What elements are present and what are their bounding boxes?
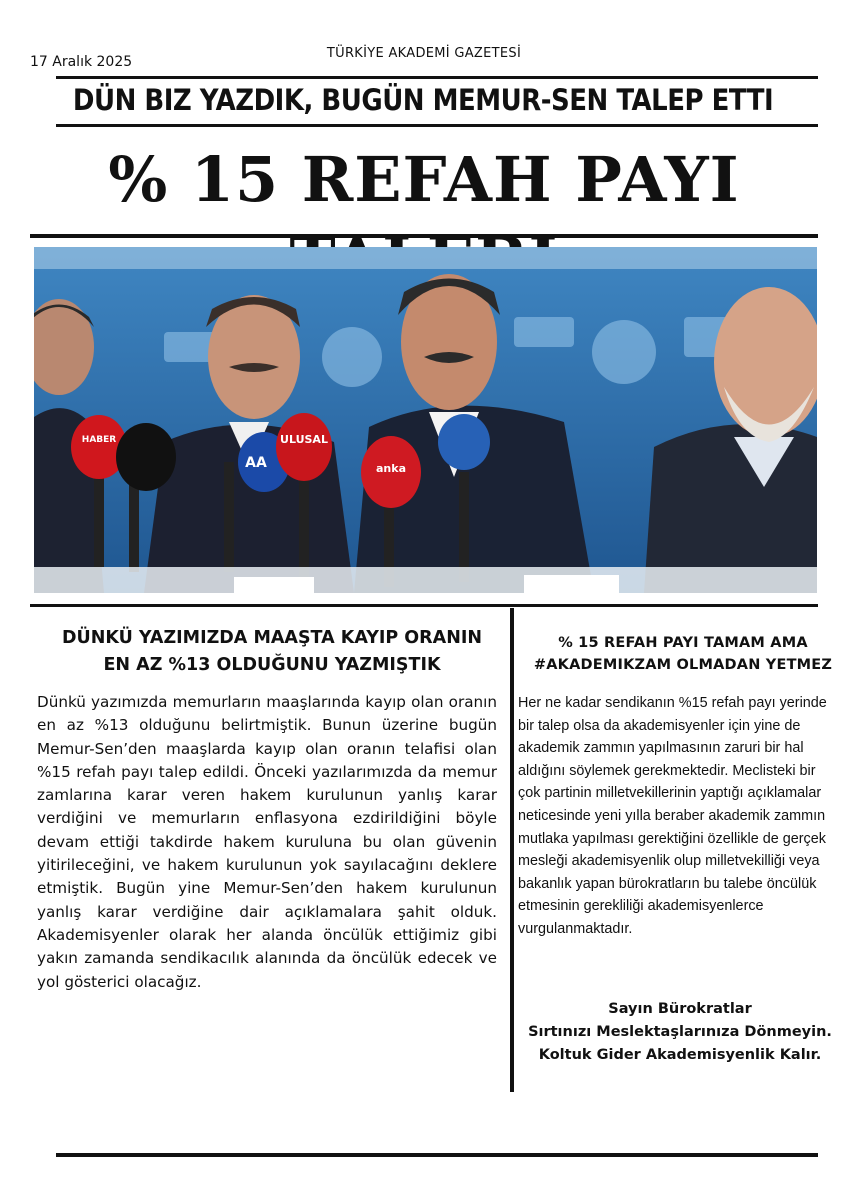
subheadline: DÜN BIZ YAZDIK, BUGÜN MEMUR-SEN TALEP ETTI [72,84,774,118]
newspaper-name: TÜRKİYE AKADEMİ GAZETESİ [326,46,522,61]
closing-line: Sırtınızı Meslektaşlarınıza Dönmeyin. [528,1024,832,1040]
top-rule [56,76,818,79]
right-title-line: #AKADEMIKZAM OLMADAN YETMEZ [533,657,833,673]
mic-label: ULUSAL [280,433,328,446]
left-article-title [30,625,514,679]
right-article-title [516,632,848,676]
subheadline-rule [56,124,818,127]
issue-date: 17 Aralık 2025 [30,54,133,70]
right-title-line: % 15 REFAH PAYI TAMAM AMA [558,635,808,651]
right-article-body: Her ne kadar sendikanın %15 refah payı yerinde bir talep olsa da akademisyenler için yine de akademik zammın yapılmasının zaruri bir hal aldığını söylemek gerekmektedir. Meclisteki bir çok partinin milletvekillerinin yaptığı açıklamalar neticesinde yeni yılla beraber akademik zammın mutlaka yapılması gerektiğini özellikle de gerçek mesleği akademisyenlik olup milletvekilliği veya bakanlık yapan bürokratların bu talebe öncülük etmesinin gerekliliği akademisyenlerce vurgulanmaktadır. [518,695,827,937]
mic-label: anka [376,462,406,475]
headline-rule [30,234,818,238]
closing-line: Koltuk Gider Akademisyenlik Kalır. [538,1047,822,1063]
press-conference-photo [34,247,817,593]
mic-label: HABER [81,435,117,445]
right-article-closing [510,998,848,1067]
closing-line: Sayın Bürokratlar [608,1001,752,1017]
left-title-line: EN AZ %13 OLDUĞUNU YAZMIŞTIK [103,655,441,675]
photo-rule [30,604,818,607]
left-title-line: DÜNKÜ YAZIMIZDA MAAŞTA KAYIP ORANIN [61,628,482,648]
bottom-rule [56,1153,818,1157]
headline: % 15 REFAH PAYI [108,143,740,216]
left-article-body: Dünkü yazımızda memurların maaşlarında kayıp olan oranın en az %13 olduğunu belirtmiştik. Bunun üzerine bugün Memur-Sen’den maaşlarda kayıp olan oranın telafisi olan %15 refah payı talep edildi. Önceki yazılarımızda da memur zamlarına karar veren hakem kurulunun yanlış karar verdiğini ve memurların enflasyona ezdirildiğini böyle devam ettiği takdirde hakem kuruluna bu olan güvenin yitirileceğini, ve hakem kurulunun yok sayılacağını deklere etmiştik. Bugün yine Memur-Sen’den hakem kurulunun yanlış karar verdiğine dair açıklamalara şahit olduk. Akademisyenler olarak her alanda öncülük ettiğimiz gibi yakın zamanda sendikacılık alanında da öncülük edecek ve yol gösterici olacağız. [37,693,497,991]
mic-label: AA [245,455,267,471]
